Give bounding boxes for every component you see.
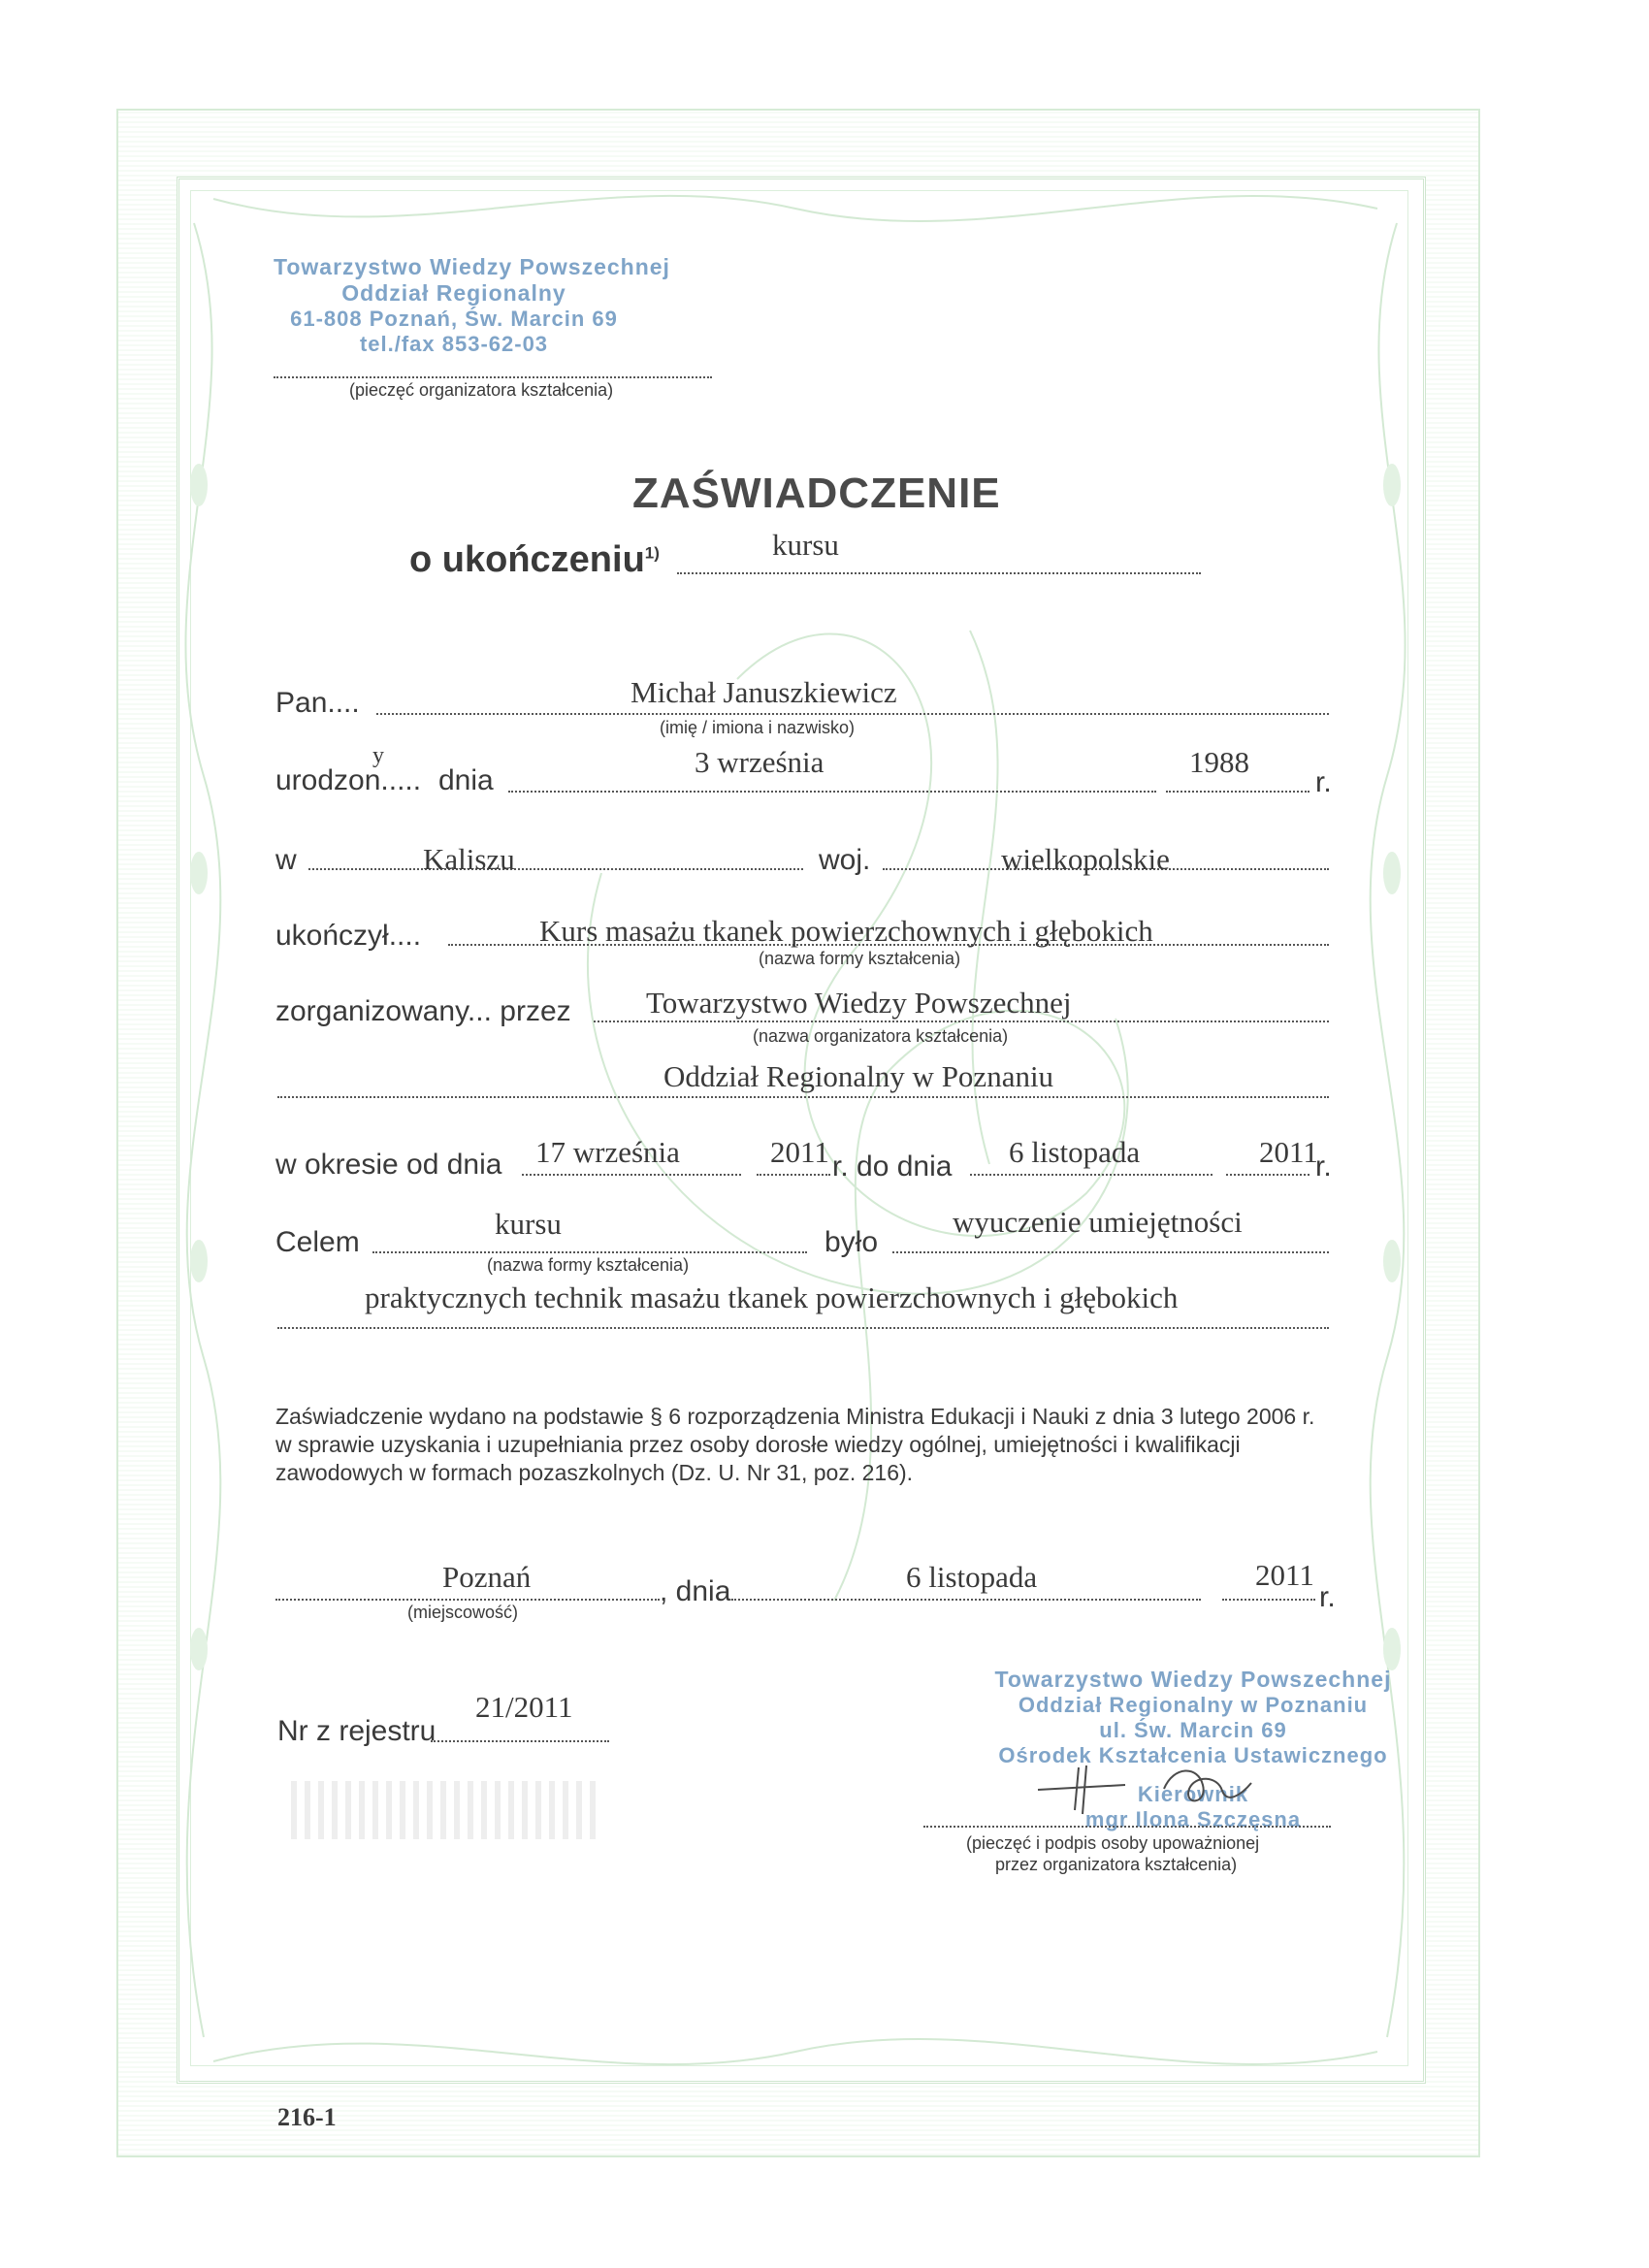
- stamp-line: tel./fax 853-62-03: [359, 332, 549, 356]
- organizer-label-dots: ...: [467, 995, 492, 1027]
- issue-year-dotted-line: [1222, 1599, 1315, 1601]
- birth-date-dotted-line: [508, 791, 1156, 793]
- purpose-was-label: było: [824, 1226, 879, 1258]
- footnote-marker: 1): [644, 543, 660, 563]
- period-from-label: w okresie od dnia: [275, 1149, 502, 1181]
- person-name: Michał Januszkiewicz: [630, 675, 897, 709]
- purpose-value-2: praktycznych technik masażu tkanek powierzchownych i głębokich: [365, 1280, 1179, 1314]
- purpose-value-1: wyuczenie umiejętności: [953, 1205, 1243, 1239]
- issue-year-suffix: r.: [1319, 1581, 1336, 1613]
- birth-day-label: dnia: [438, 764, 494, 796]
- issue-place: Poznań: [442, 1560, 532, 1594]
- form-number: 216-1: [277, 2103, 337, 2131]
- organizer-dotted-line-2: [277, 1096, 1329, 1098]
- signature-caption-1: (pieczęć i podpis osoby upoważnionej: [966, 1833, 1260, 1853]
- issue-year: 2011: [1255, 1558, 1314, 1592]
- city-dotted-line: [308, 868, 803, 870]
- stamp-line: mgr Ilona Szczęsna: [1084, 1807, 1302, 1831]
- legal-note: Zaświadczenie wydano na podstawie § 6 rozporządzenia Ministra Edukacji i Nauki z dnia 3 lutego 2006 r. w sprawie uzyskania i uzupełniania przez osoby dorosłe wiedzy ogólnej, umiejętności i kwalifikacji zawodowych w formach pozaszkolnych (Dz. U. Nr 31, poz. 216).: [275, 1404, 1315, 1485]
- registry-number: 21/2011: [475, 1690, 573, 1724]
- completed-caption: (nazwa formy kształcenia): [759, 949, 961, 968]
- period-from-year-dotted-line: [757, 1174, 830, 1176]
- organizer-dotted-line: [594, 1021, 1329, 1022]
- person-dotted-line: [376, 713, 1329, 715]
- issue-date: 6 listopada: [906, 1560, 1038, 1594]
- organizer-stamp: [274, 254, 670, 357]
- organizer-branch: Oddział Regionalny w Poznaniu: [663, 1059, 1054, 1093]
- birth-gender-suffix: y: [372, 743, 384, 768]
- stamp-line: Kierownik: [1137, 1782, 1249, 1806]
- person-label: Pan....: [275, 687, 360, 719]
- course-name: Kurs masażu tkanek powierzchownych i głębokich: [539, 914, 1153, 948]
- birth-label-text: urodzon: [275, 764, 381, 796]
- birth-year-suffix: r.: [1315, 766, 1332, 798]
- birth-region: wielkopolskie: [1001, 842, 1170, 876]
- signature-dotted-line: [923, 1826, 1331, 1828]
- period-to-year: 2011: [1259, 1135, 1318, 1169]
- birth-date: 3 września: [695, 745, 824, 779]
- purpose-caption: (nazwa formy kształcenia): [487, 1255, 690, 1275]
- purpose-form-dotted-line: [372, 1251, 807, 1253]
- signature-caption-2: przez organizatora kształcenia): [995, 1855, 1238, 1874]
- stamp-line: Oddział Regionalny: [341, 280, 566, 306]
- organizer-label-prefix: zorganizowan: [275, 995, 456, 1027]
- issue-date-dotted-line: [731, 1599, 1201, 1601]
- document-title: ZAŚWIADCZENIE: [632, 470, 1001, 517]
- purpose-form: kursu: [495, 1207, 562, 1241]
- person-caption: (imię / imiona i nazwisko): [660, 718, 856, 737]
- completed-label: ukończył....: [275, 920, 422, 952]
- stamp-line: Towarzystwo Wiedzy Powszechnej: [994, 1667, 1392, 1692]
- stamp-line: Towarzystwo Wiedzy Powszechnej: [274, 254, 670, 279]
- handwritten-signature: [1018, 1746, 1271, 1824]
- subtitle-dotted-line: [677, 572, 1201, 574]
- issue-place-caption: (miejscowość): [407, 1603, 519, 1622]
- organizer-label-by: przez: [500, 995, 571, 1027]
- subtitle-label-text: o ukończeniu: [409, 539, 645, 580]
- period-to-dotted-line: [970, 1174, 1212, 1176]
- birth-label: [275, 764, 421, 797]
- registry-dotted-line: [431, 1740, 609, 1742]
- issue-day-label: , dnia: [660, 1575, 731, 1607]
- stamp-dotted-line: [274, 376, 712, 378]
- purpose-label: Celem: [275, 1226, 360, 1258]
- stamp-line: ul. Św. Marcin 69: [1099, 1718, 1287, 1742]
- period-from-year: 2011: [770, 1135, 829, 1169]
- birth-year-dotted-line: [1166, 791, 1310, 793]
- birth-year: 1988: [1189, 745, 1249, 779]
- period-from-dotted-line: [522, 1174, 741, 1176]
- stamp-line: Ośrodek Kształcenia Ustawicznego: [998, 1743, 1388, 1767]
- issue-place-dotted-line: [275, 1599, 660, 1601]
- stamp-line: Oddział Regionalny w Poznaniu: [1018, 1693, 1369, 1717]
- subtitle-label: [409, 539, 660, 581]
- period-to-label: r. do dnia: [832, 1150, 953, 1183]
- period-to-year-dotted-line: [1226, 1174, 1310, 1176]
- purpose-dotted-line: [892, 1251, 1329, 1253]
- region-label: woj.: [819, 844, 871, 876]
- subtitle-value: kursu: [772, 528, 839, 562]
- place-label: w: [275, 844, 297, 876]
- period-to-date: 6 listopada: [1009, 1135, 1141, 1169]
- purpose-dotted-line-2: [277, 1327, 1329, 1329]
- stamp-caption: (pieczęć organizatora kształcenia): [349, 380, 614, 400]
- period-from-date: 17 września: [535, 1135, 680, 1169]
- organizer-label-suffix: y: [455, 995, 468, 1027]
- stamp-line: 61-808 Poznań, Św. Marcin 69: [290, 307, 618, 331]
- registry-label: Nr z rejestru: [277, 1715, 436, 1747]
- organizer-name: Towarzystwo Wiedzy Powszechnej: [646, 986, 1072, 1020]
- birth-dots: .....: [380, 764, 422, 796]
- period-year-suffix: r.: [1315, 1150, 1332, 1183]
- organizer-label: [275, 995, 571, 1028]
- organizer-caption: (nazwa organizatora kształcenia): [753, 1026, 1009, 1046]
- birth-city: Kaliszu: [423, 842, 515, 876]
- faded-stamp-residue: [291, 1781, 601, 1839]
